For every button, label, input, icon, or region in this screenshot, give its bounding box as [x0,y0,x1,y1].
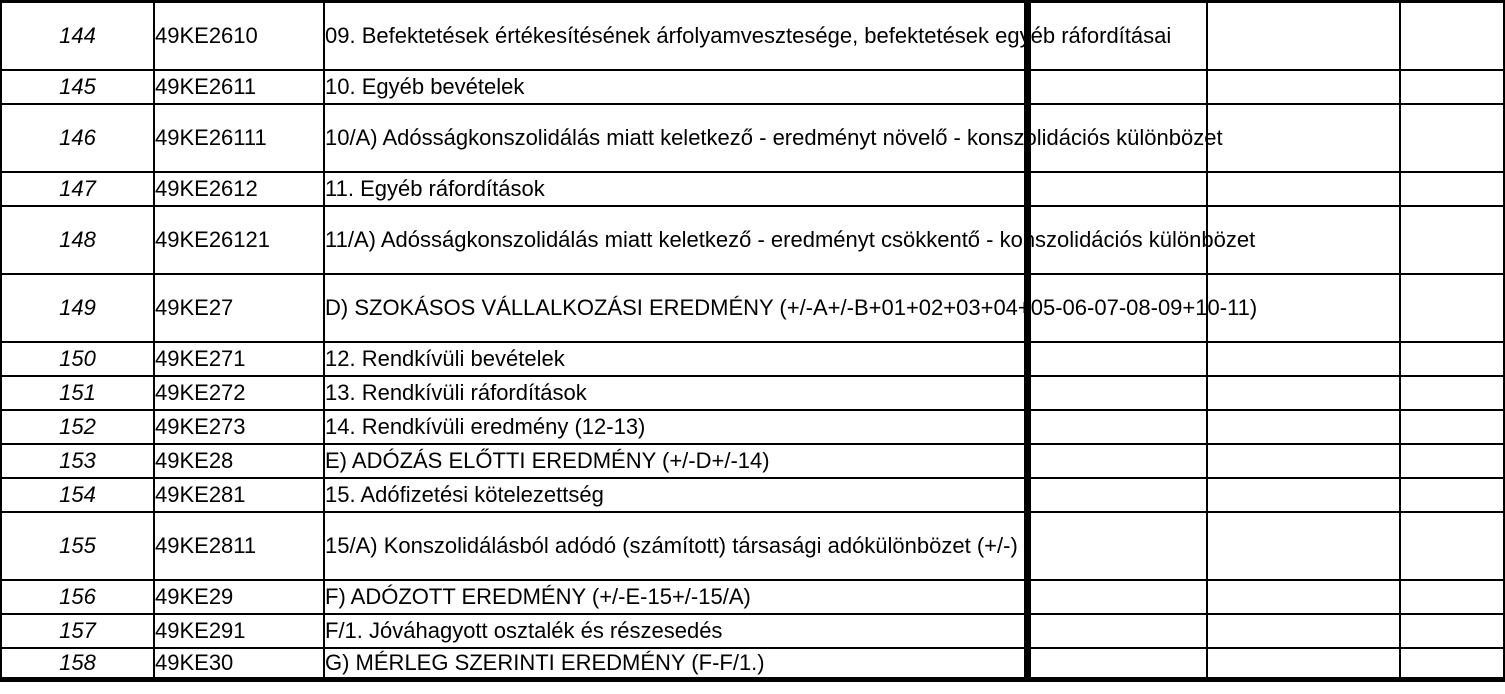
value-cell-3[interactable] [1400,206,1504,274]
row-code: 49KE281 [154,478,324,512]
value-cell-2[interactable] [1207,648,1400,680]
value-cell-2[interactable] [1207,172,1400,206]
value-cell-1[interactable] [1027,648,1207,680]
row-code: 49KE27 [154,274,324,342]
table-row [1,580,1504,614]
value-cell-1[interactable] [1027,580,1207,614]
row-code: 49KE30 [154,648,324,680]
row-number: 158 [1,648,154,680]
row-description: 10/A) Adósságkonszolidálás miatt keletkező - eredményt növelő - konszolidációs különbözet [324,104,1027,172]
row-description: 09. Befektetések értékesítésének árfolyamvesztesége, befektetések egyéb ráfordításai [324,2,1027,70]
table-row [1,376,1504,410]
value-cell-3[interactable] [1400,580,1504,614]
row-number: 156 [1,580,154,614]
value-cell-3[interactable] [1400,342,1504,376]
table-row [1,206,1504,274]
value-cell-3[interactable] [1400,274,1504,342]
row-description: F) ADÓZOTT EREDMÉNY (+/-E-15+/-15/A) [324,580,1027,614]
row-code: 49KE28 [154,444,324,478]
row-description: D) SZOKÁSOS VÁLLALKOZÁSI EREDMÉNY (+/-A+/-B+01+02+03+04+05-06-07-08-09+10-11) [324,274,1027,342]
row-number: 154 [1,478,154,512]
row-description: 11. Egyéb ráfordítások [324,172,1027,206]
value-cell-3[interactable] [1400,478,1504,512]
value-cell-3[interactable] [1400,512,1504,580]
value-cell-3[interactable] [1400,648,1504,680]
row-description: 15/A) Konszolidálásból adódó (számított) társasági adókülönbözet (+/-) [324,512,1027,580]
row-code: 49KE26111 [154,104,324,172]
table-row [1,614,1504,648]
row-number: 147 [1,172,154,206]
value-cell-1[interactable] [1027,512,1207,580]
row-description: E) ADÓZÁS ELŐTTI EREDMÉNY (+/-D+/-14) [324,444,1027,478]
row-number: 151 [1,376,154,410]
value-cell-2[interactable] [1207,614,1400,648]
row-code: 49KE273 [154,410,324,444]
table-row [1,172,1504,206]
value-cell-1[interactable] [1027,410,1207,444]
value-cell-3[interactable] [1400,444,1504,478]
value-cell-2[interactable] [1207,512,1400,580]
value-cell-3[interactable] [1400,172,1504,206]
table-row [1,410,1504,444]
value-cell-1[interactable] [1027,614,1207,648]
value-cell-2[interactable] [1207,70,1400,104]
value-cell-2[interactable] [1207,342,1400,376]
table-row [1,648,1504,680]
value-cell-1[interactable] [1027,172,1207,206]
value-cell-1[interactable] [1027,376,1207,410]
value-cell-2[interactable] [1207,376,1400,410]
value-cell-2[interactable] [1207,410,1400,444]
row-number: 144 [1,2,154,70]
row-description: 15. Adófizetési kötelezettség [324,478,1027,512]
table-row [1,512,1504,580]
row-description: 14. Rendkívüli eredmény (12-13) [324,410,1027,444]
row-description: 10. Egyéb bevételek [324,70,1027,104]
row-code: 49KE291 [154,614,324,648]
row-code: 49KE29 [154,580,324,614]
table-row [1,444,1504,478]
value-cell-2[interactable] [1207,580,1400,614]
value-cell-3[interactable] [1400,104,1504,172]
row-number: 148 [1,206,154,274]
row-number: 146 [1,104,154,172]
row-number: 149 [1,274,154,342]
value-cell-2[interactable] [1207,444,1400,478]
table-row [1,274,1504,342]
row-number: 157 [1,614,154,648]
row-description: 12. Rendkívüli bevételek [324,342,1027,376]
row-number: 150 [1,342,154,376]
table-row [1,70,1504,104]
row-number: 155 [1,512,154,580]
value-cell-2[interactable] [1207,2,1400,70]
value-cell-1[interactable] [1027,70,1207,104]
table-row [1,342,1504,376]
row-number: 153 [1,444,154,478]
value-cell-3[interactable] [1400,376,1504,410]
value-cell-3[interactable] [1400,410,1504,444]
row-code: 49KE2611 [154,70,324,104]
row-code: 49KE26121 [154,206,324,274]
table-row [1,104,1504,172]
value-cell-1[interactable] [1027,342,1207,376]
value-cell-3[interactable] [1400,70,1504,104]
row-number: 152 [1,410,154,444]
table-row [1,2,1504,70]
value-cell-1[interactable] [1027,444,1207,478]
value-cell-2[interactable] [1207,104,1400,172]
row-description: 11/A) Adósságkonszolidálás miatt keletkező - eredményt csökkentő - konszolidációs különbözet [324,206,1027,274]
row-description: G) MÉRLEG SZERINTI EREDMÉNY (F-F/1.) [324,648,1027,680]
value-cell-3[interactable] [1400,614,1504,648]
table-row [1,478,1504,512]
value-cell-3[interactable] [1400,2,1504,70]
row-code: 49KE271 [154,342,324,376]
row-code: 49KE2811 [154,512,324,580]
value-cell-1[interactable] [1027,478,1207,512]
row-number: 145 [1,70,154,104]
row-description: 13. Rendkívüli ráfordítások [324,376,1027,410]
value-cell-2[interactable] [1207,478,1400,512]
row-description: F/1. Jóváhagyott osztalék és részesedés [324,614,1027,648]
row-code: 49KE2612 [154,172,324,206]
row-code: 49KE272 [154,376,324,410]
row-code: 49KE2610 [154,2,324,70]
